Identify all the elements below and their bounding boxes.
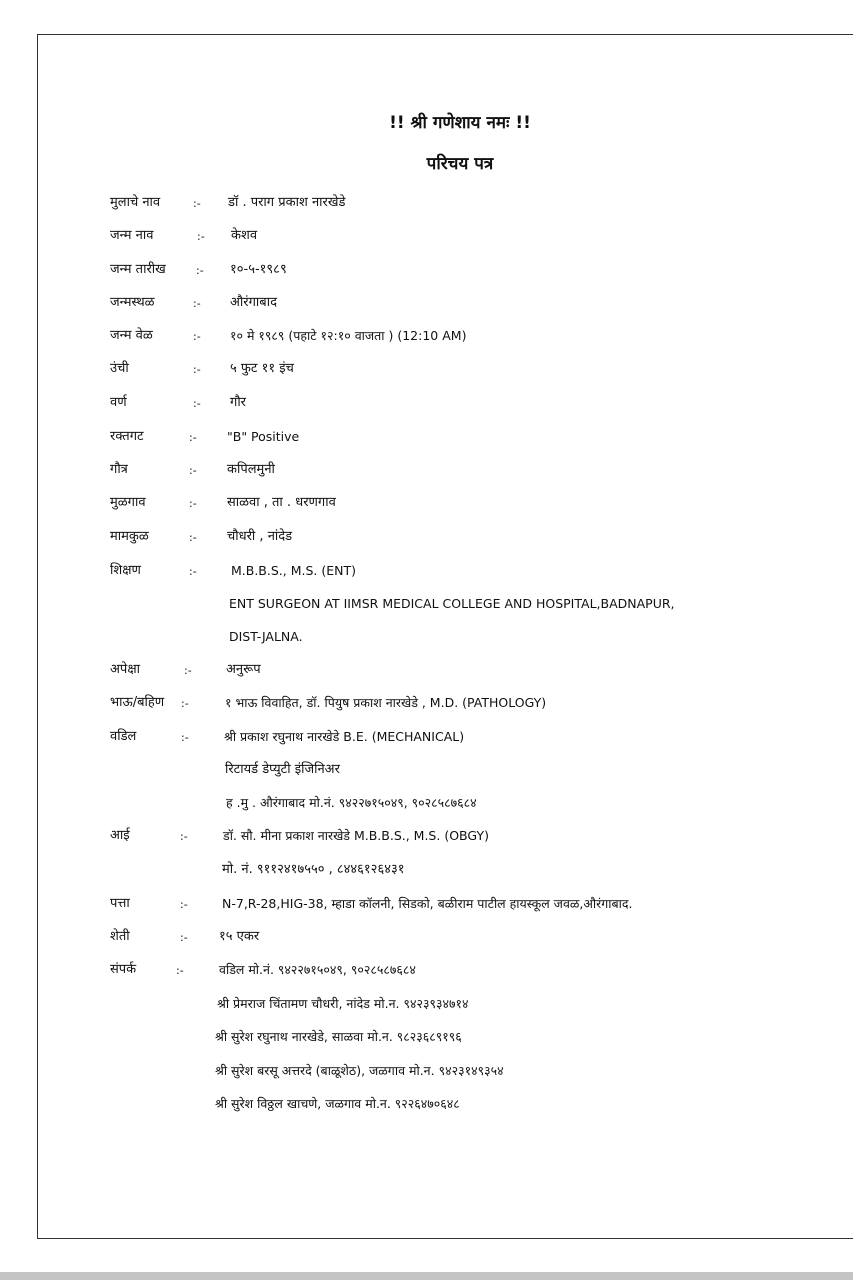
- label-gotra: गौत्र: [110, 462, 128, 477]
- separator: :-: [193, 297, 201, 310]
- value-contact-line: श्री सुरेश विठ्ठल खाचणे, जळगाव मो.न. ९२२६४७०६४८: [215, 1096, 460, 1111]
- separator: :-: [189, 464, 197, 477]
- value-birth-date: १०-५-१९८९: [230, 262, 287, 277]
- separator: :-: [184, 664, 192, 677]
- label-name: मुलाचे नाव: [110, 195, 161, 210]
- separator: :-: [193, 397, 201, 410]
- value-address: N-7,R-28,HIG-38, म्हाडा कॉलनी, सिडको, बळीराम पाटील हायस्कूल जवळ,औरंगाबाद.: [222, 896, 633, 911]
- separator: :-: [189, 431, 197, 444]
- value-gotra: कपिलमुनी: [227, 462, 275, 477]
- separator: :-: [193, 330, 201, 343]
- value-education-line: DIST-JALNA.: [229, 629, 303, 644]
- label-birth-date: जन्म तारीख: [110, 262, 166, 277]
- value-education-line: M.B.B.S., M.S. (ENT): [231, 563, 356, 578]
- value-mother-line: डॉ. सौ. मीना प्रकाश नारखेडे M.B.B.S., M.S. (OBGY): [223, 828, 489, 843]
- value-birth-time: १० मे १९८९ (पहाटे १२:१० वाजता ) (12:10 AM): [230, 328, 467, 343]
- value-contact-line: श्री प्रेमराज चिंतामण चौधरी, नांदेड मो.न. ९४२३९३४७१४: [217, 996, 469, 1011]
- value-education-line: ENT SURGEON AT IIMSR MEDICAL COLLEGE AND HOSPITAL,BADNAPUR,: [229, 596, 675, 611]
- separator: :-: [189, 497, 197, 510]
- value-farm: १५ एकर: [219, 929, 260, 944]
- value-father-line: रिटायर्ड डेप्युटी इंजिनिअर: [225, 762, 340, 777]
- label-father: वडिल: [110, 729, 137, 744]
- value-blood-group: "B" Positive: [227, 429, 300, 444]
- value-birth-place: औरंगाबाद: [230, 295, 277, 310]
- value-complexion: गौर: [230, 395, 247, 410]
- label-complexion: वर्ण: [110, 395, 127, 410]
- value-birth-name: केशव: [231, 228, 258, 243]
- value-contact-line: श्री सुरेश बरसू अत्तरदे (बाळूशेठ), जळगाव मो.न. ९४२३१४९३५४: [215, 1063, 504, 1078]
- invocation-heading: !! श्री गणेशाय नमः !!: [389, 113, 531, 133]
- label-maternal-family: मामकुळ: [110, 529, 149, 544]
- label-contact: संपर्क: [110, 962, 137, 977]
- label-farm: शेती: [110, 929, 130, 944]
- separator: :-: [197, 230, 205, 243]
- separator: :-: [189, 565, 197, 578]
- value-native-place: साळवा , ता . धरणगाव: [227, 495, 336, 510]
- label-birth-name: जन्म नाव: [110, 228, 154, 243]
- label-mother: आई: [110, 828, 130, 843]
- value-maternal-family: चौधरी , नांदेड: [227, 529, 293, 544]
- value-contact-line: वडिल मो.नं. ९४२२७१५०४९, ९०२८५८७६८४: [219, 962, 416, 977]
- label-expectation: अपेक्षा: [110, 662, 141, 677]
- value-expectation: अनुरूप: [226, 662, 261, 677]
- value-father-line: ह .मु . औरंगाबाद मो.नं. ९४२२७१५०४९, ९०२८५८७६८४: [226, 795, 477, 810]
- label-birth-place: जन्मस्थळ: [110, 295, 155, 310]
- document-border: [37, 34, 853, 1239]
- document-title: परिचय पत्र: [426, 154, 494, 174]
- separator: :-: [180, 830, 188, 843]
- separator: :-: [176, 964, 184, 977]
- label-address: पत्ता: [110, 896, 130, 911]
- label-native-place: मुळगाव: [110, 495, 146, 510]
- separator: :-: [196, 264, 204, 277]
- separator: :-: [189, 531, 197, 544]
- bottom-edge-strip: [0, 1272, 853, 1280]
- value-contact-line: श्री सुरेश रघुनाथ नारखेडे, साळवा मो.न. ९८२३६८९१९६: [215, 1029, 462, 1044]
- value-height: ५ फुट ११ इंच: [230, 361, 294, 376]
- separator: :-: [180, 898, 188, 911]
- separator: :-: [181, 697, 189, 710]
- separator: :-: [193, 363, 201, 376]
- value-father-line: श्री प्रकाश रघुनाथ नारखेडे B.E. (MECHANICAL): [224, 729, 465, 744]
- label-height: उंची: [110, 361, 129, 376]
- value-mother-line: मो. नं. ९११२४१७५५० , ८४४६१२६४३१: [222, 862, 405, 877]
- label-birth-time: जन्म वेळ: [110, 328, 153, 343]
- label-siblings: भाऊ/बहिण: [110, 695, 165, 710]
- separator: :-: [181, 731, 189, 744]
- value-siblings: १ भाऊ विवाहित, डॉ. पियुष प्रकाश नारखेडे , M.D. (PATHOLOGY): [225, 695, 547, 710]
- value-name: डॉ . पराग प्रकाश नारखेडे: [228, 195, 346, 210]
- separator: :-: [180, 931, 188, 944]
- label-blood-group: रक्तगट: [110, 429, 144, 444]
- separator: :-: [193, 197, 201, 210]
- label-education: शिक्षण: [110, 563, 141, 578]
